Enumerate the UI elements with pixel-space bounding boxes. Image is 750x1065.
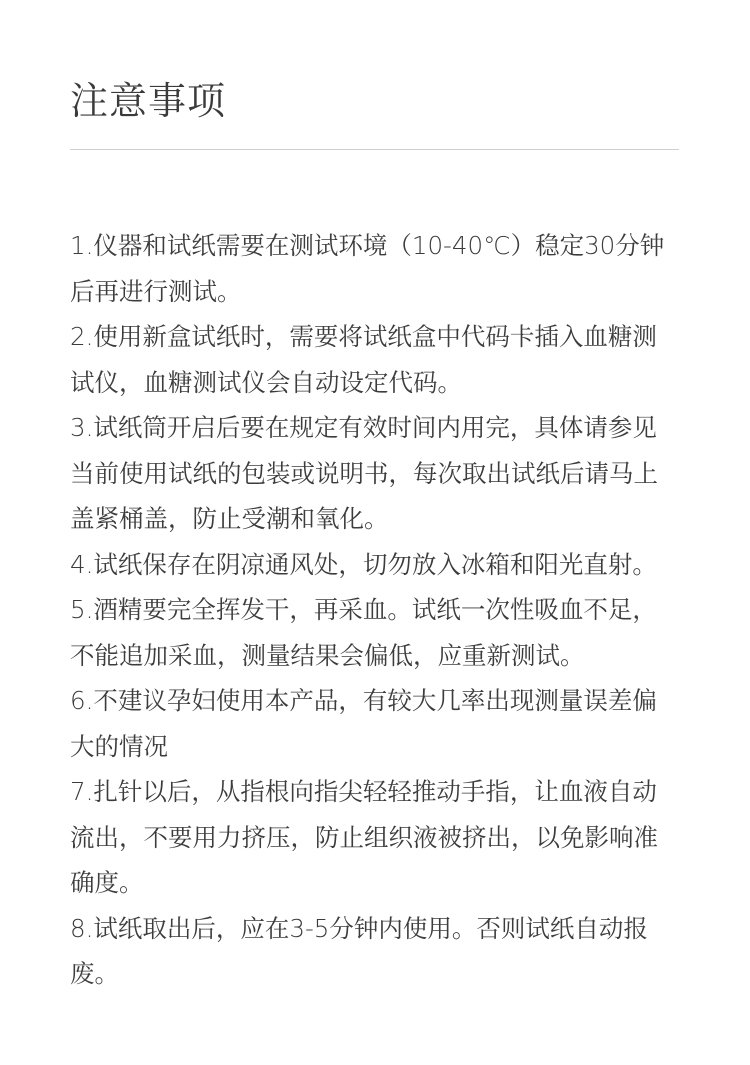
note-item-7: 7.扎针以后，从指根向指尖轻轻推动手指，让血液自动流出，不要用力挤压，防止组织液被挤出，以免影响准确度。	[70, 777, 658, 897]
title-divider	[70, 149, 679, 150]
note-item-2: 2.使用新盒试纸时，需要将试纸盒中代码卡插入血糖测试仪，血糖测试仪会自动设定代码。	[70, 322, 657, 397]
note-item-8: 8.试纸取出后，应在3-5分钟内使用。否则试纸自动报废。	[70, 913, 648, 988]
note-item-1: 1.仪器和试纸需要在测试环境（10-40℃）稳定30分钟后再进行测试。	[70, 231, 665, 306]
note-item-6: 6.不建议孕妇使用本产品，有较大几率出现测量误差偏大的情况	[70, 686, 657, 761]
note-item-3: 3.试纸筒开启后要在规定有效时间内用完，具体请参见当前使用试纸的包装或说明书，每次取出试纸后请马上盖紧桶盖，防止受潮和氧化。	[70, 413, 658, 533]
note-item-5: 5.酒精要完全挥发干，再采血。试纸一次性吸血不足，不能追加采血，测量结果会偏低，应重新测试。	[70, 595, 657, 670]
page-title: 注意事项	[70, 79, 227, 123]
note-item-4: 4.试纸保存在阴凉通风处，切勿放入冰箱和阳光直射。	[70, 549, 657, 579]
precautions-list	[70, 223, 678, 997]
